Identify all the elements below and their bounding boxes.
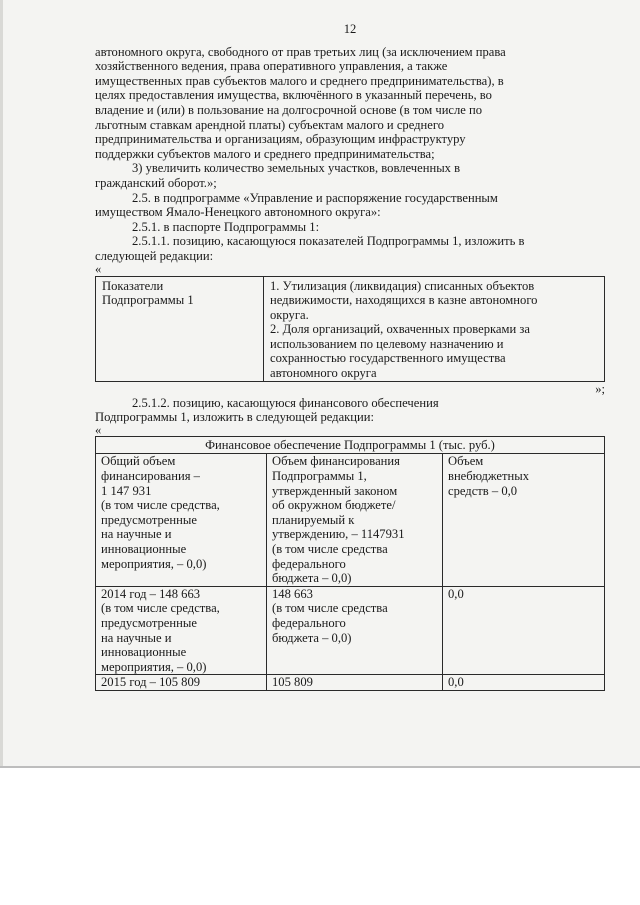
cell-line: 148 663 — [272, 586, 313, 601]
indicators-table — [95, 276, 605, 382]
indicators-content-cell — [264, 276, 605, 381]
table-row-2014 — [96, 586, 605, 675]
intro-line: целях предоставления имущества, включённого в указанный перечень, во — [95, 88, 492, 103]
item-3-line: 3) увеличить количество земельных участков, вовлеченных в — [132, 161, 461, 176]
cell-line: предусмотренные — [101, 512, 197, 527]
paragraph-2-5-line: 2.5. в подпрограмме «Управление и распоряжение государственным — [132, 190, 498, 205]
indicators-label-cell — [96, 276, 264, 381]
approved-financing-cell — [267, 454, 443, 586]
opening-quote: « — [95, 261, 102, 276]
cell-line: 2. Доля организаций, охваченных проверками за — [270, 322, 530, 337]
scan-edge — [0, 0, 3, 766]
cell-line: (в том числе средства — [272, 542, 388, 556]
cell-line: федерального — [272, 615, 346, 630]
financing-table-title: Финансовое обеспечение Подпрограммы 1 (тыс. руб.) — [96, 436, 605, 454]
table-row-2015 — [96, 675, 605, 691]
paragraph-2-5-1-1-line: 2.5.1.1. позицию, касающуюся показателей Подпрограммы 1, изложить в — [132, 234, 525, 249]
cell-line: предусмотренные — [101, 615, 197, 630]
cell-line: утверждению, – 1147931 — [272, 527, 405, 542]
year-approved-cell — [267, 586, 443, 675]
year-approved-cell — [267, 675, 443, 691]
cell-line: Общий объем — [101, 454, 176, 469]
paragraph-2-5-1-2-line: Подпрограммы 1, изложить в следующей редакции: — [95, 410, 375, 425]
paragraph-2-5-1-2-line: 2.5.1.2. позицию, касающуюся финансового обеспечения — [132, 395, 439, 410]
cell-line: мероприятия, – 0,0) — [101, 659, 207, 674]
document-page — [95, 22, 605, 691]
cell-line: инновационные — [101, 645, 187, 660]
intro-line: имущественных прав субъектов малого и среднего предпринимательства), в — [95, 73, 504, 88]
closing-quote: »; — [595, 381, 605, 396]
year-total-cell — [96, 675, 267, 691]
paragraph-2-5-1: 2.5.1. в паспорте Подпрограммы 1: — [132, 219, 320, 234]
cell-line: недвижимости, находящихся в казне автономного — [270, 293, 538, 308]
cell-line: (в том числе средства — [272, 601, 388, 616]
paragraph-2-5-1-1 — [95, 234, 605, 263]
cell-line: федерального — [272, 556, 346, 571]
financing-table — [95, 436, 605, 691]
cell-line: внебюджетных — [448, 469, 529, 484]
page-number: 12 — [343, 22, 357, 36]
cell-line: использованием по целевому назначению и — [270, 336, 504, 351]
cell-line: (в том числе средства, — [101, 601, 220, 616]
table-header-row — [96, 454, 605, 586]
cell-line: бюджета – 0,0) — [272, 630, 352, 645]
year-total-cell — [96, 586, 267, 675]
cell-line: об окружном бюджете/ — [272, 498, 396, 513]
cell-line: утвержденный законом — [272, 483, 398, 498]
cell-line: мероприятия, – 0,0) — [101, 556, 207, 571]
cell-line: 2015 год – 105 809 — [101, 675, 201, 690]
cell-line: бюджета – 0,0) — [272, 571, 352, 586]
cell-line: финансирования – — [101, 469, 200, 484]
extrabudgetary-funds-cell — [443, 454, 605, 586]
cell-line: планируемый к — [272, 512, 355, 527]
paragraph-2-5 — [95, 191, 605, 220]
total-financing-cell — [96, 454, 267, 586]
year-extrabudgetary-cell — [443, 675, 605, 691]
item-3-line: гражданский оборот.»; — [95, 175, 217, 190]
cell-line: 1 147 931 — [101, 483, 152, 498]
cell-line: 2014 год – 148 663 — [101, 586, 201, 601]
cell-line: (в том числе средства, — [101, 498, 220, 513]
paragraph-2-5-line: имуществом Ямало-Ненецкого автономного округа»: — [95, 205, 381, 220]
intro-line: льготным ставкам арендной платы) субъектам малого и среднего — [95, 117, 445, 132]
intro-line: хозяйственного ведения, права оперативного управления, а также — [95, 59, 448, 74]
cell-line: 0,0 — [448, 675, 464, 690]
cell-line: сохранностью государственного имущества — [270, 351, 506, 366]
cell-line: средств – 0,0 — [448, 483, 518, 498]
cell-line: на научные и — [101, 630, 172, 645]
paragraph-2-5-1-2 — [95, 396, 605, 425]
cell-line: Подпрограммы 1 — [102, 293, 194, 308]
intro-paragraph — [95, 45, 605, 162]
cell-line: автономного округа — [270, 366, 377, 381]
cell-line: Объем — [448, 454, 484, 469]
year-extrabudgetary-cell — [443, 586, 605, 675]
cell-line: инновационные — [101, 542, 187, 556]
table-row — [96, 276, 605, 381]
intro-line: владение и (или) в пользование на долгосрочной основе (в том числе по — [95, 102, 483, 117]
intro-line: автономного округа, свободного от прав третьих лиц (за исключением права — [95, 44, 506, 59]
cell-line: Показатели — [102, 278, 164, 293]
opening-quote: « — [95, 422, 102, 437]
cell-line: Подпрограммы 1, — [272, 469, 367, 484]
cell-line: 0,0 — [448, 586, 464, 601]
paragraph-2-5-1-1-line: следующей редакции: — [95, 248, 214, 263]
cell-line: 105 809 — [272, 675, 313, 690]
cell-line: 1. Утилизация (ликвидация) списанных объектов — [270, 278, 535, 293]
cell-line: на научные и — [101, 527, 172, 542]
item-3-paragraph — [95, 161, 605, 190]
intro-line: предпринимательства и организациям, образующим инфраструктуру — [95, 132, 466, 147]
cell-line: Объем финансирования — [272, 454, 400, 469]
cell-line: округа. — [270, 307, 309, 322]
intro-line: поддержки субъектов малого и среднего предпринимательства; — [95, 146, 435, 161]
table-title-row — [96, 436, 605, 454]
